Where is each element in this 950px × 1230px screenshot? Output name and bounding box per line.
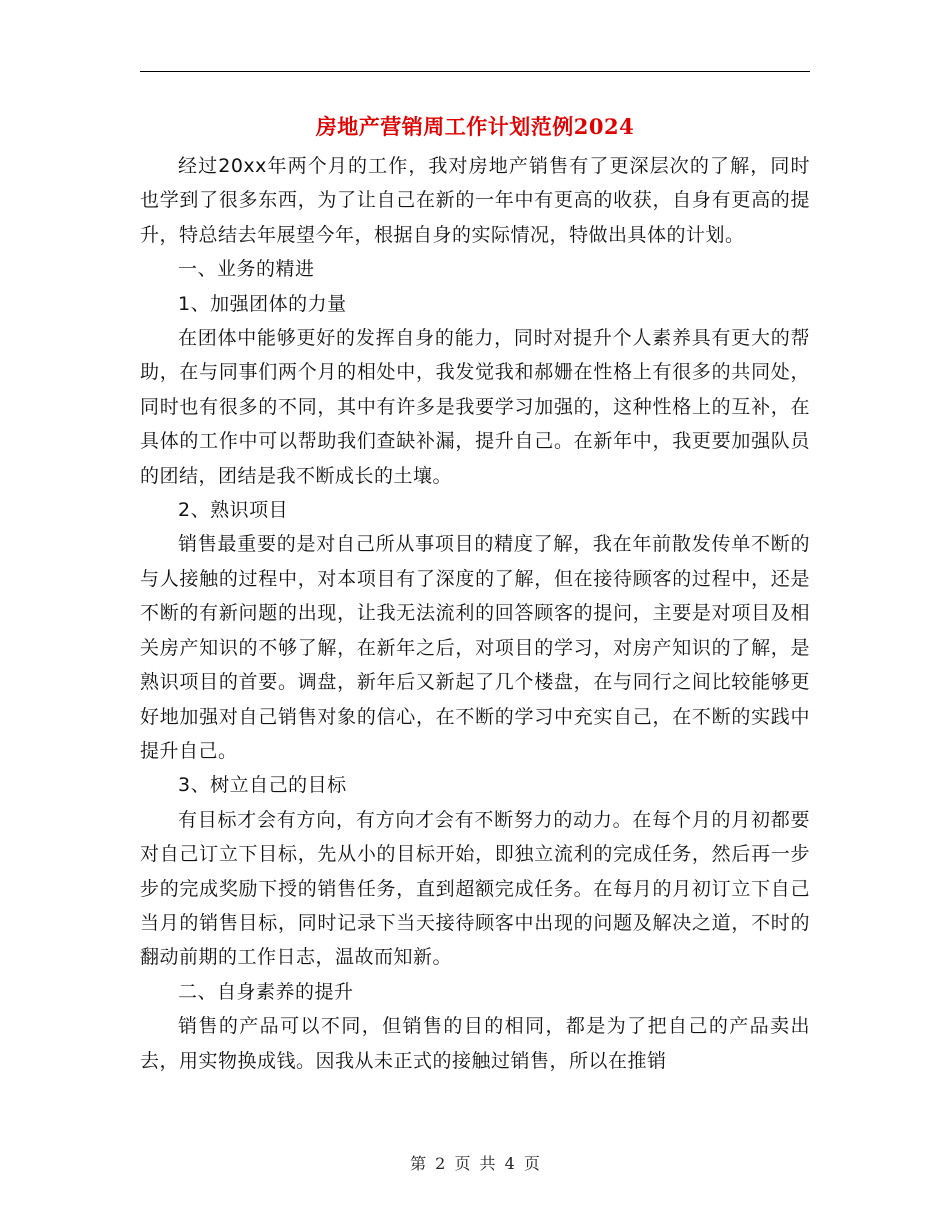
- project-paragraph: 销售最重要的是对自己所从事项目的精度了解，我在年前散发传单不断的与人接触的过程中，对本项目有了深度的了解，但在接待顾客的过程中，还是不断的有新问题的出现，让我无法流利的回答顾客的提问，主要是对项目及相关房产知识的不够了解，在新年之后，对项目的学习，对房产知识的了解，是熟识项目的首要。调盘，新年后又新起了几个楼盘，在与同行之间比较能够更好地加强对自己销售对象的信心，在不断的学习中充实自己，在不断的实践中提升自己。: [140, 533, 810, 762]
- document-body: [140, 149, 810, 1078]
- subheading-goals: 3、树立自己的目标: [178, 774, 347, 797]
- goals-paragraph: 有目标才会有方向，有方向才会有不断努力的动力。在每个月的月初都要对自己订立下目标，先从小的目标开始，即独立流利的完成任务，然后再一步步的完成奖励下授的销售任务，直到超额完成任务。在每月的月初订立下自己当月的销售目标，同时记录下当天接待顾客中出现的问题及解决之道，不时的翻动前期的工作日志，温故而知新。: [140, 808, 810, 969]
- header-rule: [140, 71, 810, 72]
- intro-paragraph: 经过20xx年两个月的工作，我对房地产销售有了更深层次的了解，同时也学到了很多东西，为了让自己在新的一年中有更高的收获，自身有更高的提升，特总结去年展望今年，根据自身的实际情况，特做出具体的计划。: [140, 155, 810, 246]
- page-number: 第 2 页 共 4 页: [410, 1154, 540, 1173]
- document-title: 房地产营销周工作计划范例2024: [315, 114, 635, 139]
- section-heading-self-improvement: 二、自身素养的提升: [178, 980, 354, 1003]
- section-heading-business: 一、业务的精进: [178, 258, 315, 281]
- subheading-team: 1、加强团体的力量: [178, 292, 347, 315]
- team-paragraph: 在团体中能够更好的发挥自身的能力，同时对提升个人素养具有更大的帮助，在与同事们两个月的相处中，我发觉我和郝姗在性格上有很多的共同处，同时也有很多的不同，其中有许多是我要学习加强的，这种性格上的互补，在具体的工作中可以帮助我们查缺补漏，提升自己。在新年中，我更要加强队员的团结，团结是我不断成长的土壤。: [140, 327, 810, 487]
- sales-paragraph: 销售的产品可以不同，但销售的目的相同，都是为了把自己的产品卖出去，用实物换成钱。因我从未正式的接触过销售，所以在推销: [140, 1015, 810, 1072]
- subheading-project: 2、熟识项目: [178, 499, 289, 522]
